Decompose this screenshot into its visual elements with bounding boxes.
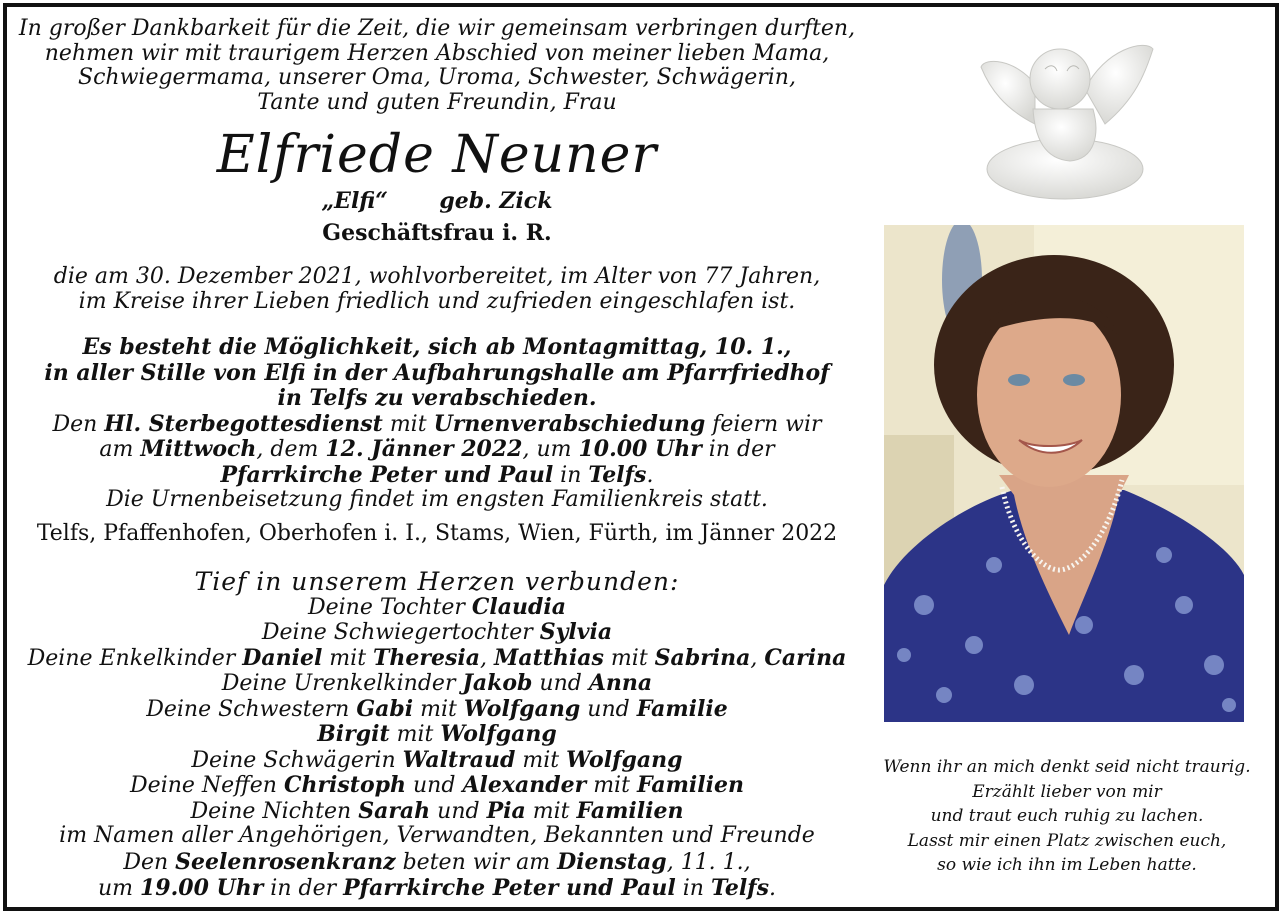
intro-line: Tante und guten Freundin, Frau: [257, 89, 617, 115]
family-line: im Namen aller Angehörigen, Verwandten, Bekannten und Freunde: [59, 823, 815, 848]
family-line: Deine Enkelkinder Daniel mit Theresia, Matthias mit Sabrina, Carina: [27, 644, 847, 671]
quote-line: Lasst mir einen Platz zwischen euch,: [907, 830, 1227, 851]
birth-name: geb. Zick: [439, 188, 553, 214]
obituary-notice: [3, 3, 1279, 911]
rosary-info: Den Seelenrosenkranz beten wir am Dienstag, 11. 1., um 19.00 Uhr in der Pfarrkirche Peter und Paul in Telfs.: [97, 849, 777, 901]
viewing-text: in Telfs zu verabschieden.: [277, 385, 597, 411]
death-line: die am 30. Dezember 2021, wohlvorbereitet, im Alter von 77 Jahren,: [53, 264, 821, 289]
intro-line: In großer Dankbarkeit für die Zeit, die wir gemeinsam verbringen durften,: [18, 16, 856, 41]
family-line: Deine Schwestern Gabi mit Wolfgang und Familie: [146, 695, 728, 722]
nickname: „Elfi“: [321, 188, 388, 214]
text-column: [7, 7, 867, 907]
intro-line: Schwiegermama, unserer Oma, Uroma, Schwester, Schwägerin,: [78, 65, 796, 90]
quote-line: Erzählt lieber von mir: [972, 781, 1162, 802]
death-line: im Kreise ihrer Lieben friedlich und zufrieden eingeschlafen ist.: [78, 288, 796, 314]
family-line: Deine Schwiegertochter Sylvia: [261, 619, 613, 645]
quote-line: so wie ich ihn im Leben hatte.: [937, 855, 1197, 875]
angel-figurine-image: [975, 29, 1155, 204]
family-line: Birgit mit Wolfgang: [317, 721, 557, 747]
deceased-name: Elfriede Neuner: [216, 125, 658, 185]
occupation: Geschäftsfrau i. R.: [322, 220, 552, 246]
portrait-photo: [884, 225, 1244, 722]
family-line: Deine Nichten Sarah und Pia mit Familien: [190, 797, 684, 824]
quote-line: Wenn ihr an mich denkt seid nicht traurig.: [883, 757, 1251, 777]
intro-text: [7, 17, 867, 115]
family-line: Deine Neffen Christoph und Alexander mit Familien: [130, 772, 744, 798]
viewing-text: in aller Stille von Elfi in der Aufbahrungshalle am Pfarrfriedhof: [44, 359, 830, 386]
service-line: am Mittwoch, dem 12. Jänner 2022, um 10.00 Uhr in der: [99, 436, 775, 462]
intro-line: nehmen wir mit traurigem Herzen Abschied von meiner lieben Mama,: [44, 40, 830, 66]
quote-line: und traut euch ruhig zu lachen.: [930, 806, 1204, 826]
nickname-line: [7, 188, 867, 214]
memorial-quote: [867, 755, 1267, 878]
family-line: Deine Urenkelkinder Jakob und Anna: [221, 670, 653, 696]
service-info: [7, 335, 867, 513]
places-and-date: Telfs, Pfaffenhofen, Oberhofen i. I., Stams, Wien, Fürth, im Jänner 2022: [36, 521, 838, 546]
service-line: Den Hl. Sterbegottesdienst mit Urnenverabschiedung feiern wir: [52, 410, 822, 437]
family-line: Deine Schwägerin Waltraud mit Wolfgang: [191, 746, 683, 773]
family-heading: Tief in unserem Herzen verbunden:: [194, 567, 680, 596]
service-line: Pfarrkirche Peter und Paul in Telfs.: [220, 461, 654, 488]
death-notice: [7, 265, 867, 314]
family-line: Deine Tochter Claudia: [307, 593, 567, 620]
service-line: Die Urnenbeisetzung findet im engsten Familienkreis statt.: [106, 487, 768, 512]
family-list: [7, 567, 867, 849]
viewing-text: Es besteht die Möglichkeit, sich ab Montagmittag, 10. 1.,: [82, 334, 792, 360]
